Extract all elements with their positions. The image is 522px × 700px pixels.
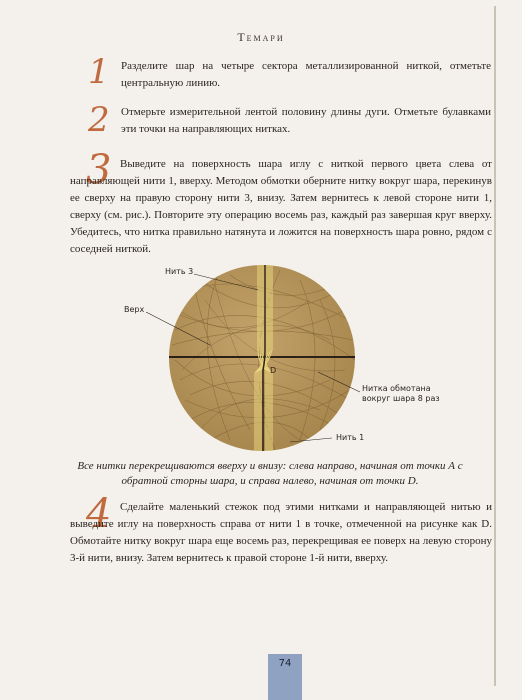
label-thread1: Нить 1	[336, 433, 365, 442]
step-number-2: 2	[88, 100, 110, 140]
label-wound-8-times: Нитка обмотана вокруг шара 8 раз	[362, 384, 440, 403]
label-thread3: Нить 3	[165, 267, 194, 276]
step-text-2: Отмерьте измерительной лентой половину длины дуги. Отметьте булавками эти точки на направляющих нитках.	[121, 106, 491, 135]
step-number-4: 4	[86, 491, 112, 537]
step-number-3: 3	[86, 147, 112, 193]
step-number-1: 1	[88, 52, 110, 92]
page-title: Темари	[237, 30, 285, 44]
figure-caption: Все нитки перекрещиваются вверху и внизу: слева направо, начиная от точки А с обратной сторны шара, и справа налево, начиная от точки D.	[77, 460, 463, 487]
step-text-4: Сделайте маленький стежок под этими нитками и направляющей нитью и выведите иглу на поверхность справа от нити 1 в точке, отмеченной на рисунке как D. Обмотайте нитку вокруг шара еще восемь раз, перекрещивая ее поверх на левую сторону 3-й нити, внизу. Затем вернитесь к правой стороне 1-й нити, вверху.	[70, 501, 492, 564]
label-top: Верх	[124, 305, 145, 314]
step-text-3: Выведите на поверхность шара иглу с ниткой первого цвета слева от направляющей нити 1, вверху. Методом обмотки оберните нитку вокруг шара, перекинув ее сверху на правую сторону нити 3, внизу. Затем вернитесь к левой стороне нити 1, сверху (см. рис.). Повторите эту операцию восемь раз, каждый раз завершая круг вверху. Убедитесь, что нитка правильно натянута и ложится на поверхность шара ровно, рядом с соседней ниткой.	[70, 158, 492, 255]
label-point-d: D	[270, 366, 277, 375]
step-text-1: Разделите шар на четыре сектора металлизированной ниткой, отметьте центральную линию.	[121, 60, 491, 89]
page-number: 74	[268, 654, 302, 700]
